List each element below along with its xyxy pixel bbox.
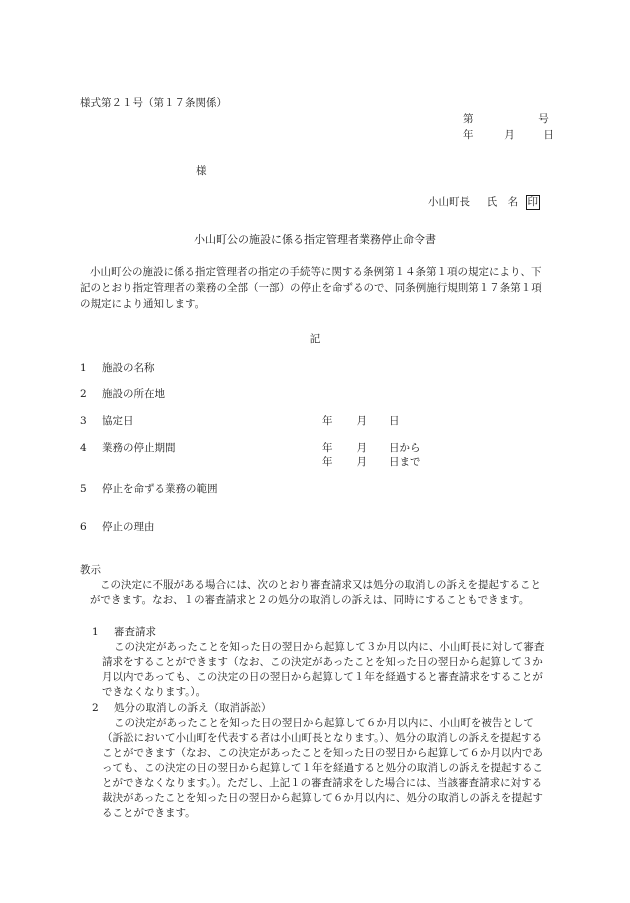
item-label: 施設の所在地: [102, 388, 165, 400]
doc-date-day: 日: [543, 129, 554, 141]
addressee: 様: [196, 165, 207, 177]
section-number: 2: [92, 702, 99, 714]
item-label: 協定日: [102, 415, 134, 427]
date-day: 日まで: [389, 456, 421, 468]
suspension-to-date: [322, 455, 421, 470]
list-item: [80, 387, 165, 402]
section-number: 1: [92, 626, 99, 638]
list-item: [80, 482, 218, 497]
form-label: 様式第２１号（第１７条関係）: [80, 97, 227, 109]
list-item: [80, 441, 176, 456]
item-label: 業務の停止期間: [102, 442, 176, 454]
doc-date: [463, 128, 554, 143]
item-label: 停止の理由: [102, 521, 155, 533]
suspension-from-date: [322, 441, 421, 456]
doc-title: 小山町公の施設に係る指定管理者業務停止命令書: [194, 233, 436, 246]
body-paragraph: 小山町公の施設に係る指定管理者の指定の手続等に関する条例第１４条第１項の規定により、下記のとおり指定管理者の業務の全部（一部）の停止を命ずるので、同条例施行規則第１７条第１項の規定により通知します。: [80, 266, 542, 310]
item-number: 6: [80, 521, 87, 533]
agreement-date: [322, 414, 400, 429]
instruction-heading: 教示: [80, 564, 101, 576]
item-number: 1: [80, 362, 87, 374]
issuer: [428, 195, 540, 210]
date-month: 月: [356, 456, 367, 468]
section-heading: [92, 625, 156, 640]
date-year: 年: [322, 442, 333, 454]
issuer-name-label: 氏 名: [486, 196, 519, 208]
item-number: 3: [80, 415, 87, 427]
section-title: 処分の取消しの訴え（取消訴訟）: [114, 702, 272, 714]
section-text: この決定があったことを知った日の翌日から起算して３か月以内に、小山町長に対して審査請求をすることができます（なお、この決定があったことを知った日の翌日から起算して３か月以内であっても、この決定の日の翌日から起算して１年を経過すると審査請求をすることができなくなります。）。: [102, 641, 545, 698]
doc-number: [463, 112, 549, 127]
list-item: [80, 414, 134, 429]
issuer-title: 小山町長: [428, 196, 470, 208]
item-number: 4: [80, 442, 87, 454]
date-day: 日から: [389, 442, 421, 454]
seal-mark: 印: [527, 196, 539, 208]
instruction-intro: この決定に不服がある場合には、次のとおり審査請求又は処分の取消しの訴えを提起することができます。なお、１の審査請求と２の処分の取消しの訴えは、同時にすることもできます。: [90, 579, 541, 606]
list-item: [80, 361, 155, 376]
doc-date-year: 年: [463, 129, 474, 141]
ki-heading: 記: [309, 333, 321, 345]
list-item: [80, 520, 155, 535]
date-month: 月: [356, 415, 367, 427]
item-label: 停止を命ずる業務の範囲: [102, 483, 218, 495]
date-year: 年: [322, 456, 333, 468]
section-text: この決定があったことを知った日の翌日から起算して６か月以内に、小山町を被告として（訴訟において小山町を代表する者は小山町長となります。）、処分の取消しの訴えを提起することができます（なお、この決定があったことを知った日の翌日から起算して６か月以内であっても、この決定の日の翌日から起算して１年を経過すると処分の取消しの訴えを提起することができなくなります。）。ただし、上記１の審査請求をした場合には、当該審査請求に対する裁決があったことを知った日の翌日から起算して６か月以内に、処分の取消しの訴えを提起することができます。: [102, 717, 543, 819]
date-day: 日: [389, 415, 400, 427]
date-year: 年: [322, 415, 333, 427]
doc-number-prefix: 第: [463, 113, 474, 125]
section-title: 審査請求: [114, 626, 156, 638]
item-label: 施設の名称: [102, 362, 155, 374]
doc-number-suffix: 号: [538, 113, 549, 125]
section-heading: [92, 701, 272, 716]
item-number: 5: [80, 483, 87, 495]
doc-date-month: 月: [504, 129, 515, 141]
date-month: 月: [356, 442, 367, 454]
item-number: 2: [80, 388, 87, 400]
